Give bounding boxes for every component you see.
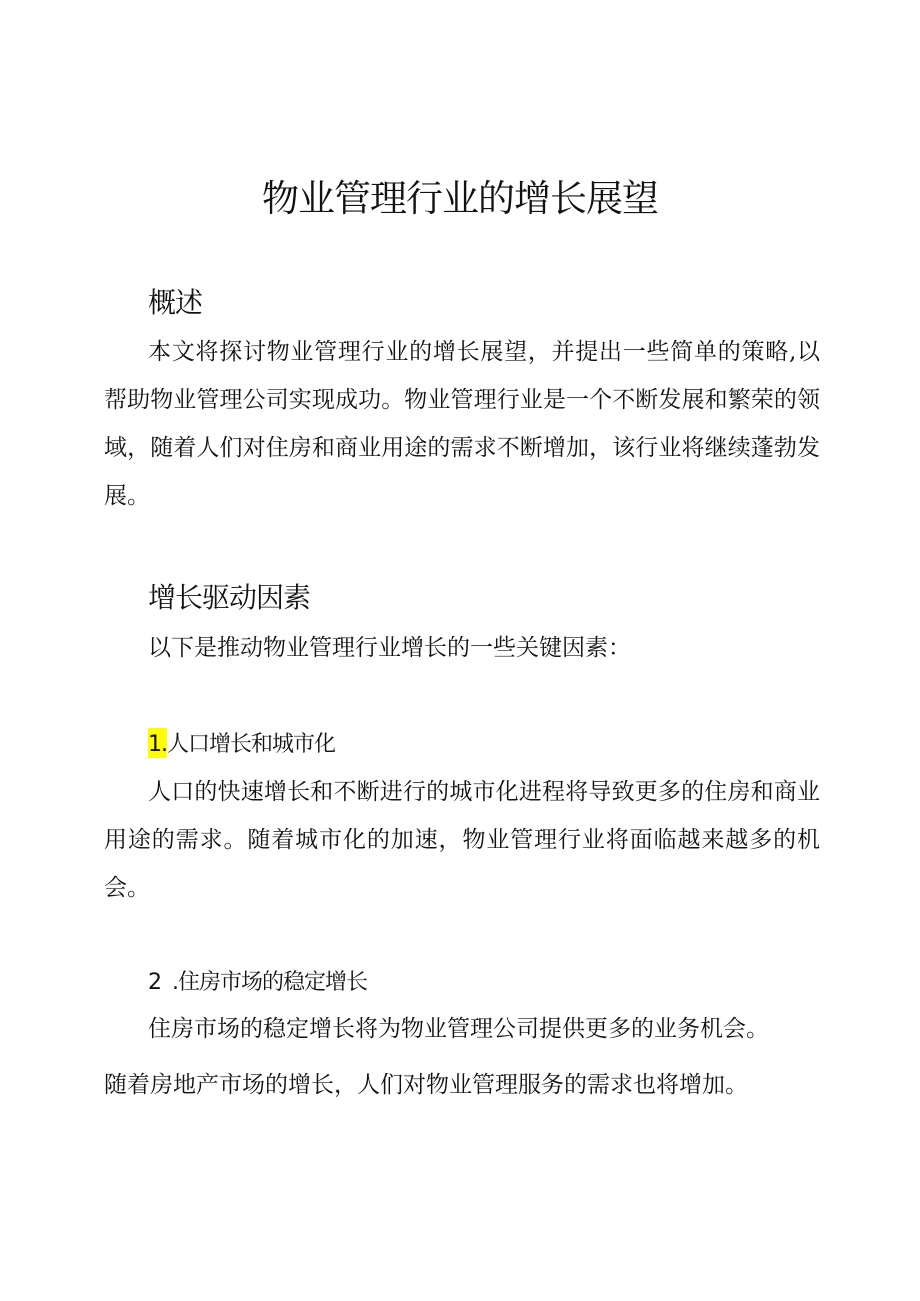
drivers-heading: 增长驱动因素 — [148, 581, 311, 614]
item-2-heading — [148, 968, 367, 998]
item-2-line-2: 随着房地产市场的增长，人们对物业管理服务的需求也将增加。 — [104, 1072, 748, 1098]
item-2-line-1: 住房市场的稳定增长将为物业管理公司提供更多的业务机会。 — [148, 1016, 769, 1042]
overview-paragraph: 本文将探讨物业管理行业的增长展望，并提出一些简单的策略,以帮助物业管理公司实现成功。物业管理行业是一个不断发展和繁荣的领域，随着人们对住房和商业用途的需求不断增加，该行业将继续蓬勃发展。 — [104, 339, 820, 509]
item-2-title: 住房市场的稳定增长 — [178, 970, 368, 995]
item-1-number: 1. — [148, 728, 167, 758]
item-1-paragraph: 人口的快速增长和不断进行的城市化进程将导致更多的住房和商业用途的需求。随着城市化的加速，物业管理行业将面临越来越多的机会。 — [104, 779, 820, 901]
item-2-separator: . — [172, 970, 178, 995]
item-1-title: 人口增长和城市化 — [167, 732, 336, 757]
overview-heading: 概述 — [148, 286, 203, 319]
item-1-heading — [148, 728, 335, 760]
item-2-number: 2 — [148, 970, 161, 995]
document-title: 物业管理行业的增长展望 — [262, 177, 658, 220]
drivers-intro: 以下是推动物业管理行业增长的一些关键因素： — [148, 635, 631, 661]
